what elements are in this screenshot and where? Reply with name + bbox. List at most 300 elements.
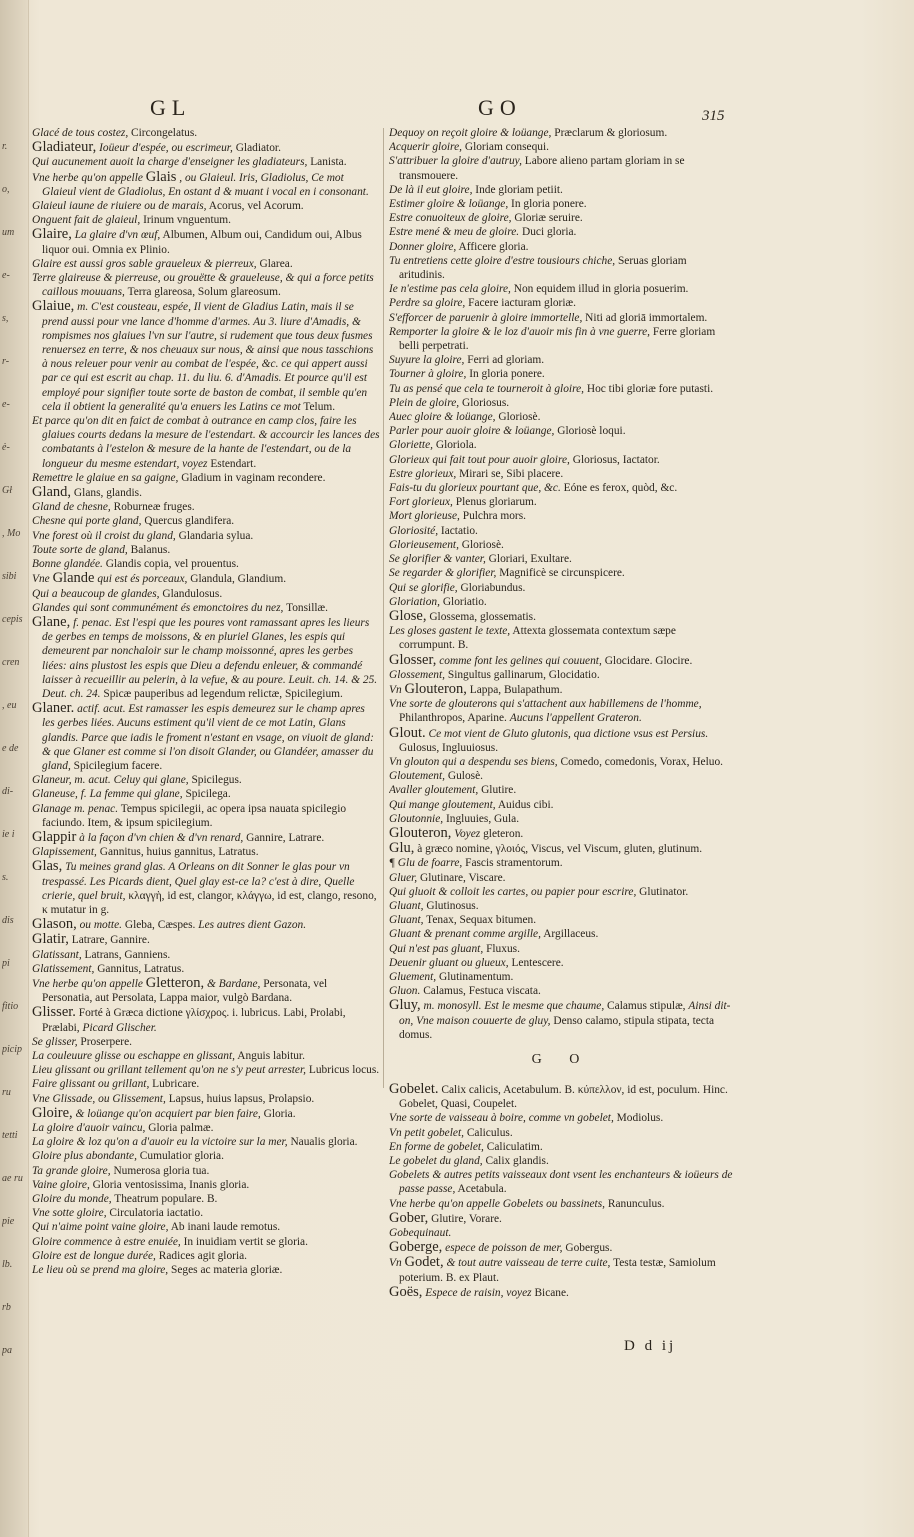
entry-headword: Gobelet. <box>389 1081 439 1097</box>
entry-french-text: La gloire & loz qu'on a d'auoir eu la victoire sur la mer, <box>32 1136 288 1149</box>
entry-latin-text: Lentescere. <box>511 956 564 969</box>
entry-headword: Glappir <box>32 828 77 845</box>
entry-latin-text: Balanus. <box>130 543 171 556</box>
entry-latin-text: Seruas gloriam aritudinis. <box>399 254 687 282</box>
dictionary-entry <box>389 183 734 197</box>
dictionary-entry <box>389 798 734 812</box>
entry-latin-text: Caliculus. <box>466 1126 513 1139</box>
entry-french-text: Glatissement, <box>32 962 95 975</box>
entry-latin-text: Lanista. <box>310 156 347 169</box>
entry-latin-text: Gloriola. <box>435 439 477 452</box>
facing-page-fragment: , eu <box>2 700 17 711</box>
entry-latin-text: Inde gloriam petiit. <box>475 183 563 196</box>
entry-latin-text: Lapsus, huius lapsus, Prolapsio. <box>168 1092 315 1105</box>
facing-page-fragment: ae ru <box>2 1173 23 1184</box>
entry-headword: Goberge, <box>389 1239 443 1256</box>
dictionary-entry <box>32 1005 380 1034</box>
facing-page-fragment: cren <box>2 657 20 668</box>
dictionary-entry <box>389 481 734 495</box>
dictionary-entry <box>389 682 734 697</box>
entry-french-text: Qui a beaucoup de glandes, <box>32 587 160 600</box>
dictionary-entry <box>32 227 380 256</box>
entry-french-text: Ioüeur d'espée, ou escrimeur, <box>99 142 233 155</box>
dictionary-entry <box>389 1226 734 1240</box>
dictionary-entry <box>389 467 734 481</box>
entry-french-text: Les gloses gastent le texte, <box>389 625 511 638</box>
entry-latin-text: Lubricare. <box>152 1078 200 1091</box>
entry-latin-text: Ferre gloriam belli perpetrati. <box>399 325 716 353</box>
entry-headword: Glande <box>52 570 95 587</box>
entry-latin-text: Calix glandis. <box>485 1155 549 1168</box>
dictionary-entry <box>389 783 734 797</box>
running-head-right: GO <box>478 95 522 120</box>
entry-latin-text: Fascis stramentorum. <box>465 857 563 870</box>
entry-latin-text: Modiolus. <box>616 1112 664 1125</box>
entry-latin-text: Niti ad gloriā immortalem. <box>585 311 708 324</box>
dictionary-entry <box>32 773 380 787</box>
facing-page-fragment: s, <box>2 313 9 324</box>
dictionary-entry <box>32 1192 380 1206</box>
dictionary-entry <box>32 170 380 199</box>
dictionary-entry <box>32 1249 380 1263</box>
entry-latin-text: Glutinator. <box>639 885 689 898</box>
entry-french-text: De là il eut gloire, <box>389 183 473 196</box>
entry-french-text: Dequoy on reçoit gloire & loüange, <box>389 127 552 139</box>
entry-french-text: En forme de gobelet, <box>389 1140 484 1153</box>
dictionary-entry <box>389 769 734 783</box>
entry-latin-text: Glutinosus. <box>426 899 479 912</box>
entry-french-text: Gluer, <box>389 871 418 884</box>
dictionary-entry <box>389 653 734 668</box>
entry-latin-text: Ferri ad gloriam. <box>467 354 545 367</box>
entry-latin-text: Calamus, Festuca viscata. <box>423 985 541 998</box>
dictionary-entry <box>389 396 734 410</box>
entry-french-text: Bonne glandée. <box>32 558 103 571</box>
column-rule <box>383 128 384 1088</box>
entry-latin-text: κλαγγὴ, id est, clangor, κλάγγω, id est, clango, resono, κ mutatur in g. <box>42 889 377 916</box>
entry-french-text: Qui mange gloutement, <box>389 798 496 811</box>
dictionary-entry <box>32 514 380 528</box>
dictionary-entry <box>389 1285 734 1300</box>
entry-french-text: Vaine gloire, <box>32 1178 90 1191</box>
entry-latin-text: Gloriosè. <box>461 538 504 551</box>
dictionary-entry <box>32 140 380 155</box>
entry-headword: Gober, <box>389 1209 429 1226</box>
entry-french-text: Glossement, <box>389 668 445 681</box>
entry-latin-text: Acorus, vel Acorum. <box>208 200 304 213</box>
dictionary-entry <box>389 913 734 927</box>
entry-latin-text: Lubricus locus. <box>308 1064 380 1077</box>
dictionary-entry <box>389 1082 734 1111</box>
entry-latin-text: Gloriari, Exultare. <box>488 553 572 566</box>
entry-latin-text: Gloriosè. <box>498 411 541 424</box>
entry-latin-text: Gannire, Latrare. <box>246 831 325 844</box>
entry-latin-text: Ranunculus. <box>607 1197 665 1210</box>
facing-page-fragment: rb <box>2 1302 11 1313</box>
entry-french-text: comme font les gelines qui couuent, <box>439 654 602 667</box>
entry-french-text: Mort glorieuse, <box>389 510 460 523</box>
dictionary-entry <box>389 1168 734 1196</box>
dictionary-entry <box>389 538 734 552</box>
entry-french-text: Fort glorieux, <box>389 496 453 509</box>
entry-latin-text: Latrare, Gannire. <box>71 934 150 947</box>
entry-latin-text: Latrans, Ganniens. <box>84 948 171 961</box>
dictionary-entry <box>32 1049 380 1063</box>
entry-headword: Glouteron, <box>404 680 467 697</box>
dictionary-entry <box>389 1140 734 1154</box>
signature-mark: D d ij <box>624 1338 677 1354</box>
facing-page-fragment: di- <box>2 786 14 797</box>
dictionary-entry <box>389 1154 734 1168</box>
entry-latin-text: Ingluuies, Gula. <box>445 812 520 825</box>
dictionary-entry <box>389 495 734 509</box>
entry-latin-text: Cumulatior gloria. <box>139 1150 224 1163</box>
entry-latin-text: Naualis gloria. <box>290 1136 358 1149</box>
entry-latin-text: Gannitus, huius gannitus, Latratus. <box>99 846 259 859</box>
dictionary-entry <box>389 410 734 424</box>
entry-french-text: actif. acut. Est ramasser les espis demeurez sur le champ apres les gerbes liées. Aucuns estiment qu'il vient de ce mot Latin, Glans glandis. Parce que iadis le froment n'estant en vsage, on viuoit de gland: & que Glaner est comme si l'on disoit Glander, ou Glandéer, amasser du gland, <box>42 703 374 772</box>
entry-headword: Glas, <box>32 858 63 875</box>
facing-page-fragment: ie i <box>2 829 15 840</box>
entry-latin-text: Spicæ pauperibus ad legendum relictæ, Spicilegium. <box>103 687 343 700</box>
dictionary-entry <box>389 552 734 566</box>
entry-french-text: Gloutement, <box>389 770 445 783</box>
dictionary-entry <box>32 500 380 514</box>
entry-latin-text: Hoc tibi gloriæ fore putasti. <box>586 382 714 395</box>
entry-latin-text: Tempus spicilegii, ac opera ipsa nauata spicilegio faciundo. Item, & ipsum spicilegium. <box>42 802 347 829</box>
entry-latin-text: Gloriam consequi. <box>464 141 549 154</box>
entry-headword: Glout. <box>389 724 426 741</box>
entry-french-text: Gobelets & autres petits vaisseaux dont vsent les enchanteurs & ioüeurs de passe passe, <box>389 1169 733 1196</box>
dictionary-entry <box>389 927 734 941</box>
dictionary-entry <box>389 367 734 381</box>
entry-french-text: Tu entretiens cette gloire d'estre tousiours chiche, <box>389 254 616 267</box>
dictionary-entry <box>389 353 734 367</box>
entry-french-text: Ce mot vient de Gluto glutonis, qua dictione vsus est Persius. <box>428 727 709 740</box>
entry-french-text: Gluement, <box>389 970 437 983</box>
dictionary-entry <box>389 956 734 970</box>
entry-french-text: Terre glaireuse & pierreuse, ou grouëtte & graueleuse, & qui a force petits caillous mouuans, <box>32 272 374 299</box>
entry-french-text: Faire glissant ou grillant, <box>32 1078 150 1091</box>
entry-french-text: Ie n'estime pas cela gloire, <box>389 283 511 296</box>
entry-french-text: Gobequinaut. <box>389 1227 452 1240</box>
dictionary-entry <box>32 1077 380 1091</box>
dictionary-entry <box>32 155 380 169</box>
facing-page-fragment: Gł <box>2 485 12 496</box>
entry-french-text: Tu meines grand glas. A Orleans on dit Sonner le glas pour vn trespassé. Les Picards dient, Quel glay est-ce la? c'est à dire, Quelle crierie, quel bruit, <box>42 861 355 902</box>
entry-french-text: Deuenir gluant ou glueux, <box>389 956 509 969</box>
dictionary-entry <box>389 197 734 211</box>
entry-headword: Glatir, <box>32 931 69 948</box>
dictionary-entry <box>389 755 734 769</box>
entry-french-text: Vn <box>389 1257 402 1270</box>
entry-latin-text: Bicane. <box>534 1286 569 1299</box>
entry-headword: Glason, <box>32 916 77 933</box>
entry-french-text: Vne <box>32 573 50 586</box>
entry-french-text: Suyure la gloire, <box>389 354 465 367</box>
entry-french-text: Toute sorte de gland, <box>32 543 128 556</box>
entry-french-text: Vne herbe qu'on appelle <box>32 977 143 990</box>
entry-latin-text: Glandula, Glandium. <box>190 573 287 586</box>
entry-latin-text: Gloriæ seruire. <box>514 212 583 225</box>
entry-latin-text: Glutinamentum. <box>439 970 514 983</box>
entry-latin-text: Philanthropos, Aparine. <box>399 712 507 725</box>
dictionary-entry <box>389 1111 734 1125</box>
dictionary-entry <box>389 382 734 396</box>
entry-latin-text: Acetabula. <box>457 1183 507 1196</box>
entry-french-text: Vne sotte gloire, <box>32 1207 107 1220</box>
entry-latin-text: Denso calamo, stipula stipata, tecta domus. <box>399 1014 715 1041</box>
entry-french-text: Remettre le glaiue en sa gaigne, <box>32 471 179 484</box>
entry-french-text: Ainsi dit-on, Vne maison couuerte de gluy, <box>399 1000 731 1027</box>
entry-french-text: à la façon d'vn chien & d'vn renard, <box>79 831 244 844</box>
entry-french-text: Le gobelet du gland, <box>389 1155 483 1168</box>
entry-latin-text: Telum. <box>303 400 336 413</box>
entry-latin-text: Glossema, glossematis. <box>429 610 536 623</box>
entry-french-text: Glatissant, <box>32 948 82 961</box>
entry-latin-text: Albumen, Album oui, Candidum oui, Albus liquor oui. Omnia ex Plinio. <box>42 229 362 256</box>
dictionary-entry <box>32 199 380 213</box>
facing-page-fragment: ru <box>2 1087 11 1098</box>
facing-page-fragment: fitio <box>2 1001 19 1012</box>
entry-headword: Godet, <box>404 1254 444 1271</box>
entry-latin-text: Magnificè se circunspicere. <box>499 567 625 580</box>
entry-french-text: Qui aucunement auoit la charge d'enseigner les gladiateurs, <box>32 156 308 169</box>
entry-french-text: Plein de gloire, <box>389 396 460 409</box>
entry-french-text: Glaieul iaune de riuiere ou de marais, <box>32 200 207 213</box>
entry-latin-text: Plenus gloriarum. <box>455 496 537 509</box>
entry-headword: Gloire, <box>32 1104 73 1121</box>
facing-page-fragment: picip <box>2 1044 22 1055</box>
entry-french-text: Qui n'aime point vaine gloire, <box>32 1221 169 1234</box>
dictionary-entry <box>389 1255 734 1284</box>
entry-french-text: & tout autre vaisseau de terre cuite, <box>446 1257 611 1270</box>
entry-french-text: Le lieu où se prend ma gloire, <box>32 1264 169 1277</box>
dictionary-entry <box>389 595 734 609</box>
entry-french-text: Glorieux qui fait tout pour auoir gloire, <box>389 453 570 466</box>
dictionary-entry <box>389 970 734 984</box>
dictionary-entry <box>389 624 734 652</box>
dictionary-entry <box>389 566 734 580</box>
entry-latin-text: Gloria. <box>263 1107 296 1120</box>
entry-french-text: , ou Glaieul. Iris, Gladiolus, Ce mot Glaieul vient de Gladiolus, En ostant d & muant i vocal en i consonant. <box>42 171 369 198</box>
entry-latin-text: Proserpere. <box>80 1035 132 1048</box>
facing-page-fragment: dis <box>2 915 14 926</box>
entry-french-text: Vne Glissade, ou Glissement, <box>32 1092 166 1105</box>
dictionary-entry <box>32 1035 380 1049</box>
entry-latin-text: Numerosa gloria tua. <box>113 1164 210 1177</box>
entry-french-text: Vne herbe qu'on appelle Gobelets ou bassinets, <box>389 1197 605 1210</box>
entry-latin-text: Circulatoria iactatio. <box>109 1207 204 1220</box>
entry-latin-text: Calamus stipulæ, <box>607 1000 686 1013</box>
entry-headword: Glisser. <box>32 1004 76 1021</box>
entry-french-text: Tu as pensé que cela te tourneroit à gloire, <box>389 382 584 395</box>
entry-latin-text: In gloria ponere. <box>511 198 587 211</box>
entry-french-text: La gloire d'auoir vaincu, <box>32 1122 146 1135</box>
entry-french-text: Glandes qui sont communément és emonctoires du nez, <box>32 601 284 614</box>
dictionary-entry <box>32 299 380 414</box>
entry-french-text: Vn <box>389 683 402 696</box>
facing-page-fragment: , Mo <box>2 528 21 539</box>
entry-french-text: Gluant, <box>389 899 424 912</box>
entry-headword: Goës, <box>389 1283 423 1300</box>
entry-french-text: Gloriation, <box>389 595 440 608</box>
entry-latin-text: Attexta glossemata contextum sæpe corrumpunt. B. <box>399 625 676 652</box>
facing-page-fragment: e- <box>2 399 10 410</box>
entry-latin-text: Tonsillæ. <box>286 601 328 614</box>
facing-page-fragment: sibi <box>2 571 17 582</box>
entry-latin-text: In inuidiam vertit se gloria. <box>183 1235 308 1248</box>
dictionary-entry <box>389 942 734 956</box>
facing-page-fragment: e- <box>2 270 10 281</box>
entry-french-text: Estimer gloire & loüange, <box>389 198 509 211</box>
dictionary-entry <box>389 984 734 998</box>
left-column <box>32 126 380 1426</box>
entry-latin-text: Fluxus. <box>486 942 520 955</box>
entry-french-text: Glapissement, <box>32 846 97 859</box>
entry-latin-text: Gloria ventosissima, Inanis gloria. <box>92 1178 250 1191</box>
entry-french-text: Glorieusement, <box>389 538 459 551</box>
right-column <box>389 126 734 1366</box>
entry-french-text: Gland de chesne, <box>32 501 111 514</box>
entry-french-text: Qui n'est pas gluant, <box>389 942 484 955</box>
dictionary-entry <box>389 211 734 225</box>
entry-french-text: Onguent fait de glaieul, <box>32 214 141 227</box>
dictionary-entry <box>32 257 380 271</box>
entry-latin-text: Calix calicis, Acetabulum. B. κύπελλον, id est, poculum. Hinc. Gobelet, Quasi, Coupelet. <box>399 1084 728 1111</box>
dictionary-entry <box>32 932 380 947</box>
entry-headword: Gletteron, <box>145 974 205 991</box>
entry-latin-text: Glandulosus. <box>162 587 223 600</box>
entry-latin-text: Personata, vel Personatia, aut Persolata, Lappa maior, vulgò Bardana. <box>42 977 328 1005</box>
facing-page-fragment: e de <box>2 743 19 754</box>
dictionary-entry <box>389 856 734 870</box>
dictionary-entry <box>389 524 734 538</box>
dictionary-entry <box>32 1220 380 1234</box>
dictionary-entry <box>32 1106 380 1121</box>
entry-french-text: Ta grande gloire, <box>32 1164 111 1177</box>
entry-latin-text: Gladium in vaginam recondere. <box>181 471 326 484</box>
entry-french-text: Gloire commence à estre enuiée, <box>32 1235 181 1248</box>
entry-french-text: Estre mené & meu de gloire. <box>389 226 520 239</box>
entry-french-text: Gloriette, <box>389 439 433 452</box>
entry-french-text: S'attribuer la gloire d'autruy, <box>389 155 522 168</box>
dictionary-entry <box>389 282 734 296</box>
entry-latin-text: Gloria palmæ. <box>148 1122 214 1135</box>
entry-latin-text: Gulosè. <box>447 770 483 783</box>
entry-french-text: m. monosyll. Est le mesme que chaume, <box>423 1000 605 1013</box>
entry-french-text: Qui se glorifie, <box>389 581 458 594</box>
entry-latin-text: Tenax, Sequax bitumen. <box>426 914 537 927</box>
facing-page-fragment: pie <box>2 1216 15 1227</box>
entry-latin-text: Iactatio. <box>440 524 478 537</box>
dictionary-entry <box>389 697 734 725</box>
dictionary-entry <box>32 601 380 615</box>
dictionary-entry <box>32 859 380 917</box>
dictionary-entry <box>32 271 380 299</box>
entry-latin-text: Spicilega. <box>185 788 231 801</box>
entry-latin-text: Præclarum & gloriosum. <box>554 127 668 139</box>
dictionary-entry <box>389 1126 734 1140</box>
facing-page-fragment: pa <box>2 1345 12 1356</box>
facing-page-fragment: s. <box>2 872 9 883</box>
entry-french-text: Glaire est aussi gros sable graueleux & pierreux, <box>32 257 257 270</box>
entry-latin-text: Circongelatus. <box>131 127 198 139</box>
entry-french-text: Gloriosité, <box>389 524 439 537</box>
entry-french-text: Parler pour auoir gloire & loüange, <box>389 425 555 438</box>
entry-latin-text: Duci gloria. <box>521 226 577 239</box>
dictionary-entry <box>32 557 380 571</box>
entry-french-text: Gluant, <box>389 914 424 927</box>
dictionary-entry <box>389 826 734 841</box>
entry-french-text: Et parce qu'on dit en faict de combat à outrance en camp clos, faire les glaiues courts dedans la mesure de l'estendart. & accourcir les lances des combatants à l'estelon & mesure de la hante de l'estendart, ou de la longueur du mesme estendart, voyez <box>32 415 380 470</box>
dictionary-entry <box>389 899 734 913</box>
dictionary-entry <box>389 438 734 452</box>
dictionary-entry <box>32 830 380 845</box>
entry-latin-text: Quercus glandifera. <box>144 515 235 528</box>
entry-latin-text: Caliculatim. <box>486 1140 543 1153</box>
entry-latin-text: Radices agit gloria. <box>158 1249 248 1262</box>
entry-french-text: qui est és porceaux, <box>97 573 188 586</box>
entry-latin-text: Glocidare. Glocire. <box>604 654 693 667</box>
entry-french-text: Lieu glissant ou grillant tellement qu'on ne s'y peut arrester, <box>32 1064 307 1077</box>
dictionary-entry <box>389 140 734 154</box>
facing-page-fragment: ė- <box>2 442 10 453</box>
dictionary-entry <box>32 529 380 543</box>
dictionary-entry <box>32 471 380 485</box>
entry-latin-text: Gulosus, Ingluuiosus. <box>399 741 499 754</box>
entry-headword: Glaner. <box>32 700 75 717</box>
entry-french-text: Se regarder & glorifier, <box>389 567 497 580</box>
dictionary-entry <box>32 1149 380 1163</box>
dictionary-entry <box>32 1235 380 1249</box>
entry-headword: Glosser, <box>389 651 437 668</box>
facing-page-fragment: um <box>2 227 15 238</box>
entry-french-text: Remporter la gloire & le loz d'auoir mis fin à vne guerre, <box>389 325 651 338</box>
entry-latin-text: Estendart. <box>210 457 257 470</box>
dictionary-entry <box>32 787 380 801</box>
dictionary-entry <box>389 871 734 885</box>
entry-french-text: Gloire est de longue durée, <box>32 1249 156 1262</box>
dictionary-entry <box>389 1240 734 1255</box>
entry-french-text: Se glisser, <box>32 1035 78 1048</box>
entry-french-text: Vn glouton qui a despendu ses biens, <box>389 755 558 768</box>
dictionary-entry <box>32 845 380 859</box>
dictionary-entry <box>389 998 734 1042</box>
facing-page-fragment: o, <box>2 184 10 195</box>
entry-french-text: La couleuure glisse ou eschappe en glissant, <box>32 1050 236 1062</box>
page-number: 315 <box>702 108 725 124</box>
entry-french-text: Gloire plus abondante, <box>32 1150 137 1163</box>
entry-latin-text: In gloria ponere. <box>469 368 545 381</box>
entry-latin-text: Spicilegus. <box>191 774 242 787</box>
entry-latin-text: Ab inani laude remotus. <box>170 1221 281 1234</box>
dictionary-entry <box>32 126 380 140</box>
entry-french-text: Voyez <box>454 827 481 840</box>
dictionary-entry <box>389 726 734 755</box>
entry-latin-text: Pulchra mors. <box>462 510 527 523</box>
entry-headword: Gluy, <box>389 997 421 1014</box>
entry-latin-text: Irinum vnguentum. <box>143 214 232 227</box>
entry-latin-text: Gloriosus, Iactator. <box>572 453 660 466</box>
entry-latin-text: Gloriatio. <box>442 595 487 608</box>
dictionary-entry <box>32 1263 380 1277</box>
entry-latin-text: Glandis copia, vel prouentus. <box>105 558 239 571</box>
entry-french-text: Vne forest où il croist du gland, <box>32 529 176 542</box>
dictionary-entry <box>32 571 380 586</box>
dictionary-entry <box>389 240 734 254</box>
dictionary-entry <box>32 1063 380 1077</box>
